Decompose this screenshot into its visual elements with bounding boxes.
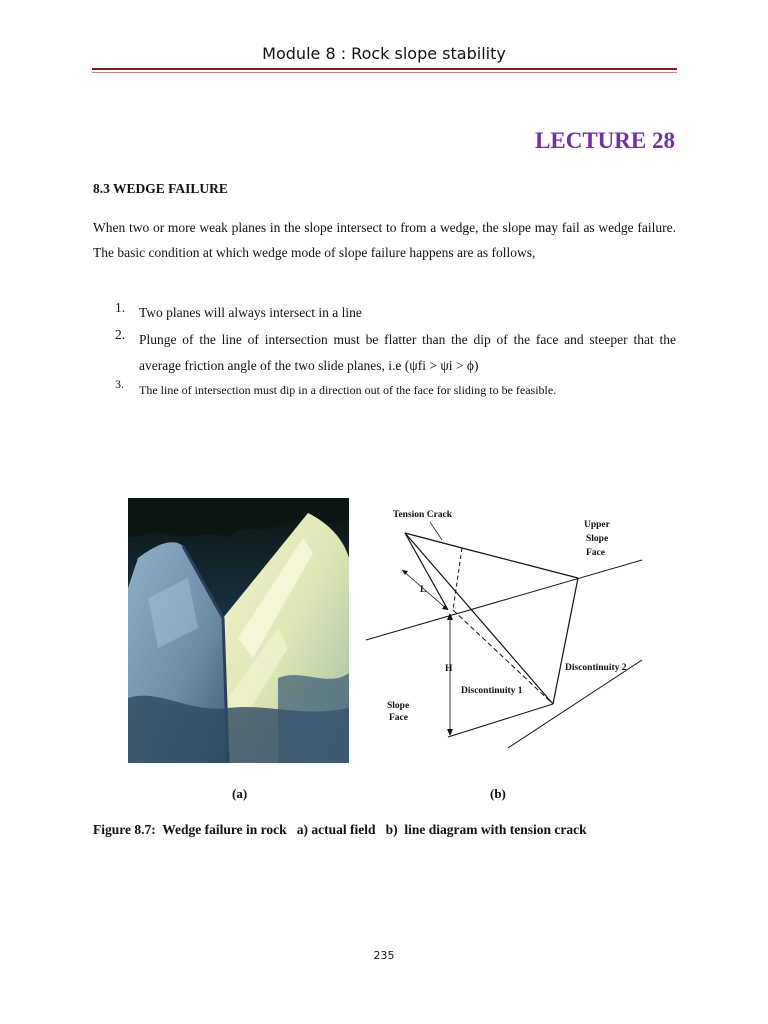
condition-number: 2.: [115, 327, 126, 342]
label-discontinuity-2: Discontinuity 2: [565, 663, 627, 673]
condition-text: Plunge of the line of intersection must be flatter than the dip of the face and steeper that the average friction angle of the two slide planes, i.e (ψfi > ψi > ϕ): [139, 332, 676, 373]
subfigure-label-a: (a): [232, 786, 248, 801]
header-rule-thin: [92, 72, 677, 73]
condition-text: The line of intersection must dip in a direction out of the face for sliding to be feasible.: [139, 383, 557, 397]
wedge-line-diagram: [360, 500, 680, 750]
condition-number: 1.: [115, 300, 126, 315]
section-heading: 8.3 WEDGE FAILURE: [93, 181, 228, 196]
wedge-failure-photo: [128, 498, 349, 763]
label-tension-crack: Tension Crack: [393, 510, 453, 520]
subfigure-label-b: (b): [490, 786, 506, 801]
label-slope-face: Slope: [387, 701, 410, 711]
label-H: H: [445, 664, 453, 674]
label-upper-slope-face: Slope: [586, 534, 609, 544]
lecture-title: LECTURE 28: [535, 128, 675, 153]
page-number: 235: [373, 949, 395, 962]
condition-text: Two planes will always intersect in a line: [139, 305, 362, 320]
label-upper-slope-face: Upper: [584, 520, 610, 530]
figure-caption: Figure 8.7: Wedge failure in rock a) actual field b) line diagram with tension crack: [93, 822, 587, 837]
label-L: L: [420, 585, 427, 595]
header-rule: [92, 68, 677, 70]
label-slope-face: Face: [389, 713, 408, 723]
intro-paragraph: When two or more weak planes in the slope intersect to from a wedge, the slope may fail as wedge failure. The basic condition at which wedge mode of slope failure happens are as follows,: [93, 220, 676, 260]
label-discontinuity-1: Discontinuity 1: [461, 686, 523, 696]
condition-number: 3.: [115, 377, 124, 391]
running-header-title: Module 8 : Rock slope stability: [262, 44, 506, 63]
label-upper-slope-face: Face: [586, 548, 605, 558]
